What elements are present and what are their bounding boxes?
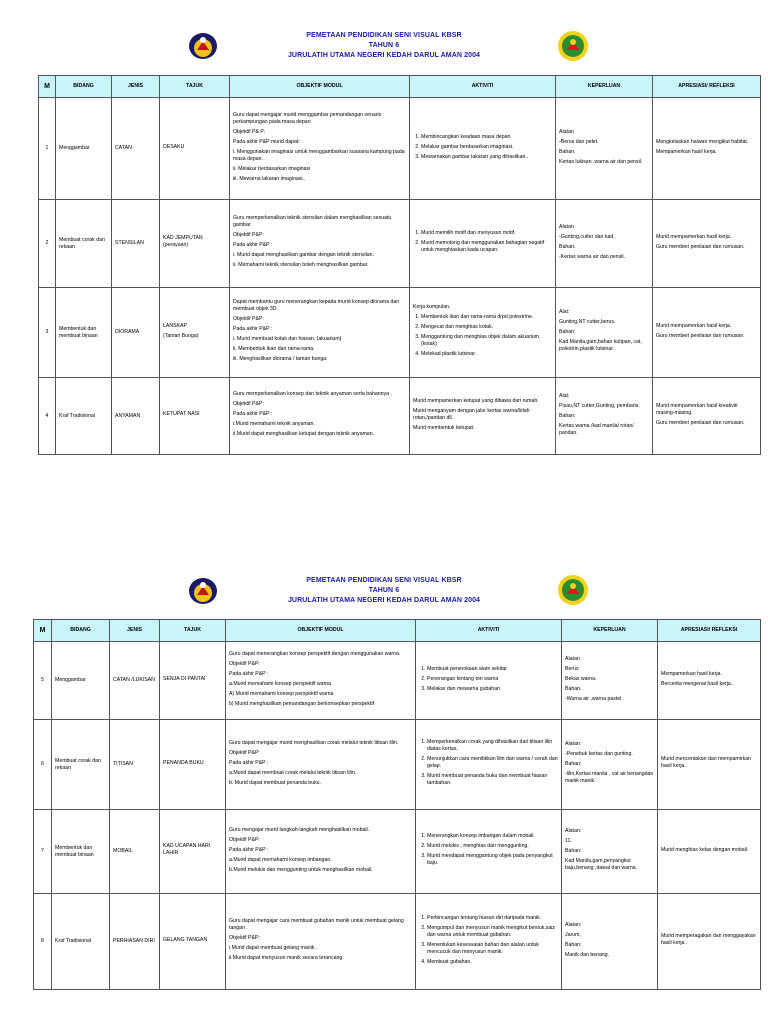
cell-aktiviti: 1. Membuat penerokaan alam sekitar 2. Penerangan tentang ton warna 3. Melakar dan mewarna gubahan <box>416 642 562 720</box>
cell-keperluan: Alat: Gunting,NT cutter,berus. Bahan: Kad Manila,gam,bahan kutipan, cat, polestrin,plastik lutsinar. <box>556 288 653 378</box>
cell-apresiasi: Murid memperagakan dan menggayakan hasil kerja . <box>658 894 761 990</box>
cell-tajuk: KAD JEMPUTAN (perayaan) <box>160 200 230 288</box>
cell-m: 1 <box>39 98 56 200</box>
col-tajuk: TAJUK <box>160 620 226 642</box>
cell-objektif: Guru dapat menerangkan konsep perspektif dengan menggunakan warna. Objektif P&P: Pada akhir P&P : a.Murid memahami konsep perspektif warna A) Murid memahami konsep perspektif warna b) Murid menghasilkan pemandangan berkonsepkan perspektif <box>226 642 416 720</box>
header-subtitle: JURULATIH UTAMA NEGERI KEDAH DARUL AMAN 2004 <box>287 597 481 604</box>
table-row <box>39 98 761 200</box>
table-header-row <box>39 76 761 98</box>
table-row <box>34 642 761 720</box>
cell-bidang: Kraf Tradisional <box>56 378 112 455</box>
col-tajuk: TAJUK <box>160 76 230 98</box>
cell-objektif: Dapat membantu guru menerangkan kepada murid konsep diorama dan membuat objek 3D. Objektif P&P: Pada akhir P&P : i. Murid membuat kotak dan hiasan. (akuarium) ii. Membentuk ikan dan rama-rama. iii. Menghasilkan diorama / taman bunga. <box>230 288 410 378</box>
cell-m: 6 <box>34 720 52 810</box>
col-jenis: JENIS <box>112 76 160 98</box>
cell-keperluan: Alatan -Gunting,cutter dan kad. Bahan. -Kertas warna air dan pensil. <box>556 200 653 288</box>
cell-apresiasi: Murid mempamerkan hasil kerja. Guru memberi penilaian dan rumusan. <box>653 200 761 288</box>
col-apresiasi: APRESIASI/ REFLEKSI <box>658 620 761 642</box>
cell-apresiasi: Murid mempamerkan hasil kerja. Guru memberi penilaian dan rumusan. <box>653 288 761 378</box>
cell-keperluan: Alatan -Berus dan pelet. Bahan. Kertas lukisan ,warna air dan pensil. <box>556 98 653 200</box>
col-keperluan: KEPERLUAN <box>556 76 653 98</box>
cell-keperluan: Alatan: Jarum, Bahan: Manik dan benang. <box>562 894 658 990</box>
col-objektif: OBJEKTIF MODUL <box>226 620 416 642</box>
cell-objektif: Guru dapat mengajar murid menggambar pemandangan senario perkampungan pada masa depan Objektif P& P: Pada akhir P&P murid dapat: i. Menggunakan imaginasi untuk menggambarkan suasana kampung pada masa depan. . ii. Melakar berdasarkan imaginasi iii. Mewarna lakaran imaginasi.. <box>230 98 410 200</box>
cell-tajuk: KAD UCAPAN HARI LAHIR <box>160 810 226 894</box>
cell-jenis: CATAN /LUKISAN <box>110 642 160 720</box>
cell-m: 2 <box>39 200 56 288</box>
cell-aktiviti: Kerja kumpulan. 1. Membentuk ikan dan rama-rama drpd polestrine. 2. Mengecat dan menghias kotak. 3. Menggantung dan menghias objek dalam akuarium. (kotak) 4. Melekad plastik lutsinar. <box>410 288 556 378</box>
col-aktiviti: AKTIVITI <box>410 76 556 98</box>
header-year: TAHUN 6 <box>368 587 400 594</box>
col-apresiasi: APRESIASI/ REFLEKSI <box>653 76 761 98</box>
cell-bidang: Menggambar <box>56 98 112 200</box>
cell-aktiviti: 1. Menerangkan konsep imbangan dalam mobail. 2. Murid melukis , menghias dan menggunting. 3. Murid mendapat menggantung objek pada penyangkut baju. <box>416 810 562 894</box>
cell-tajuk: DESAKU <box>160 98 230 200</box>
cell-m: 8 <box>34 894 52 990</box>
cell-objektif: Guru mengajar murid langkah-langkah menghasilkan mobail. Objektif P&P: Pada akhir P&P : a.Murid dapat memahami konsep imbangan. b.Murid melukis dan menggunting untuk menghasilkan mobail. <box>226 810 416 894</box>
cell-m: 7 <box>34 810 52 894</box>
cell-apresiasi: Murid mempamerkan hasil kreativiti masing-masing. Guru memberi penilaian dan rumusan. <box>653 378 761 455</box>
cell-bidang: Membuat corak dan rekaan <box>56 200 112 288</box>
cell-apresiasi: Murid menghias kelas dengan mobail. <box>658 810 761 894</box>
cell-apresiasi: Murid mencentakan dan mempamirkan hasil kerja. <box>658 720 761 810</box>
cell-aktiviti: Murid mempamerkan ketupat yang dibawa dari rumah. Murid menganyam dengan jalur kertas warna/bilah rotan,/pandan dll. Murid membentuk ketupat. <box>410 378 556 455</box>
cell-aktiviti: 1. Perbincangan tentang hiasan diri daripada manik. 2. Mengumpul dan menyusun manik mengikut bentuk,saiz dan warna untuk membuat gubahan. 3. Menentukan kesesuaian bahan dan alatan untuk mencucuk dan menyusun manik. 4. Membuat gubahan. <box>416 894 562 990</box>
cell-jenis: TITISAN <box>110 720 160 810</box>
col-objektif: OBJEKTIF MODUL <box>230 76 410 98</box>
cell-aktiviti: 1. Membincangkan keadaan masa depan 2. Melakar gambar berdasarkan imaginasi. 3. Mewarnakan gambar lakaran yang dihasilkan.. <box>410 98 556 200</box>
cell-keperluan: Alat: Pisau,NT cutter,Gunting, pembaris. Bahan: Kertas warna /kad manila/ rotan/ pandan. <box>556 378 653 455</box>
cell-m: 5 <box>34 642 52 720</box>
cell-m: 3 <box>39 288 56 378</box>
col-aktiviti: AKTIVITI <box>416 620 562 642</box>
mapping-table-2 <box>33 619 761 990</box>
cell-aktiviti: 1. Murid memilih motif dan menyusun motif. 2. Murid memotong dan menggunakan bahagian negatif untuk menghiaskan kada ucapan. <box>410 200 556 288</box>
cell-jenis: CATAN <box>112 98 160 200</box>
header-subtitle: JURULATIH UTAMA NEGERI KEDAH DARUL AMAN 2004 <box>287 52 481 59</box>
cell-tajuk: PENANDA BUKU <box>160 720 226 810</box>
cell-m: 4 <box>39 378 56 455</box>
table-row <box>34 894 761 990</box>
cell-bidang: Membentuk dan membuat binaan <box>56 288 112 378</box>
document-header <box>0 31 768 61</box>
cell-bidang: Kraf Tradisional <box>52 894 110 990</box>
table-row <box>39 200 761 288</box>
table-row <box>39 378 761 455</box>
cell-jenis: DIORAMA <box>112 288 160 378</box>
cell-bidang: Membuat corak dan rekaan <box>52 720 110 810</box>
cell-aktiviti: 1. Memperkenalkan corak yang dihasilkan dari titisan lilin diatas kertas. 2. Menunjukkan cara menitikkan lilin dan warna / cerah dan gelap. 3. Murid membuat penanda buku dan membuat hiasan tambahan. <box>416 720 562 810</box>
cell-objektif: Guru dapat mengajar murid menghasilkan corak melalui teknik titisan lilin. Objektif P&P: Pada akhir P&P : a.Murid dapat membuat corak melalui teknik titisan lilin. b. Murid dapat membuat penanda buku. <box>226 720 416 810</box>
cell-apresiasi: Mengkelaskan haiwan mengikut habitat. Mempamerkan hasil kerja. <box>653 98 761 200</box>
cell-jenis: MOBAIL <box>110 810 160 894</box>
header-title: PEMETAAN PENDIDIKAN SENI VISUAL KBSR <box>306 32 462 39</box>
cell-tajuk: LANSKAP (Taman Bunga) <box>160 288 230 378</box>
cell-jenis: STENSILAN <box>112 200 160 288</box>
cell-tajuk: KETUPAT NASI <box>160 378 230 455</box>
col-m: M <box>34 620 52 642</box>
cell-tajuk: SENJA DI PANTAI <box>160 642 226 720</box>
mapping-table-1 <box>38 75 761 455</box>
col-keperluan: KEPERLUAN <box>562 620 658 642</box>
cell-tajuk: GELANG TANGAN <box>160 894 226 990</box>
cell-keperluan: Alatan Berus Bekas warna. Bahan. -Warna air ,warna pastel . <box>562 642 658 720</box>
col-m: M <box>39 76 56 98</box>
cell-apresiasi: Mempamerkan hasil kerja. Bercerita mengenai hasil kerja.. <box>658 642 761 720</box>
header-title: PEMETAAN PENDIDIKAN SENI VISUAL KBSR <box>306 577 462 584</box>
cell-jenis: ANYAMAN <box>112 378 160 455</box>
cell-objektif: Guru dapat mengajar cara membuat gubahan manik untuk membuat gelang tangan . Objektif P&P: i.Murid dapat membuat gelang manik . ii.Murid dapat menyusun manik secara terancang. <box>226 894 416 990</box>
col-bidang: BIDANG <box>52 620 110 642</box>
col-bidang: BIDANG <box>56 76 112 98</box>
cell-bidang: Membentuk dan membuat binaan <box>52 810 110 894</box>
cell-jenis: PERHIASAN DIRI <box>110 894 160 990</box>
table-row <box>34 720 761 810</box>
table-row <box>39 288 761 378</box>
header-year: TAHUN 6 <box>368 42 400 49</box>
cell-objektif: Guru memperkenalkan konsep dan teknik anyaman serta bahannya . Objektif P&P: Pada akhir P&P : i.Murid memahami teknik anyaman. ii.Murid dapat menghasilkan ketupat dengan teknik anyaman. <box>230 378 410 455</box>
cell-objektif: Guru memperkenalkan teknik stensilan dalam menghasilkan sesuatu gambar Objektif P&P: Pada akhir P&P : i. Murid dapat menghasilkan gambar dengan teknik stensilan. ii. Memahami teknik stensilan boleh menghasilkan gambar. <box>230 200 410 288</box>
col-jenis: JENIS <box>110 620 160 642</box>
cell-keperluan: Alatan: -Penebuk kertas dan gunting. Bahan: -lilin,Kertas manila , cat air benangdan manik manik. <box>562 720 658 810</box>
cell-keperluan: Alatan: 11. Bahan: Kad Manila,gam,penyangkut baju,benang ,dawai dan warna. <box>562 810 658 894</box>
cell-bidang: Menggambar <box>52 642 110 720</box>
table-header-row <box>34 620 761 642</box>
document-header <box>0 576 768 606</box>
table-row <box>34 810 761 894</box>
